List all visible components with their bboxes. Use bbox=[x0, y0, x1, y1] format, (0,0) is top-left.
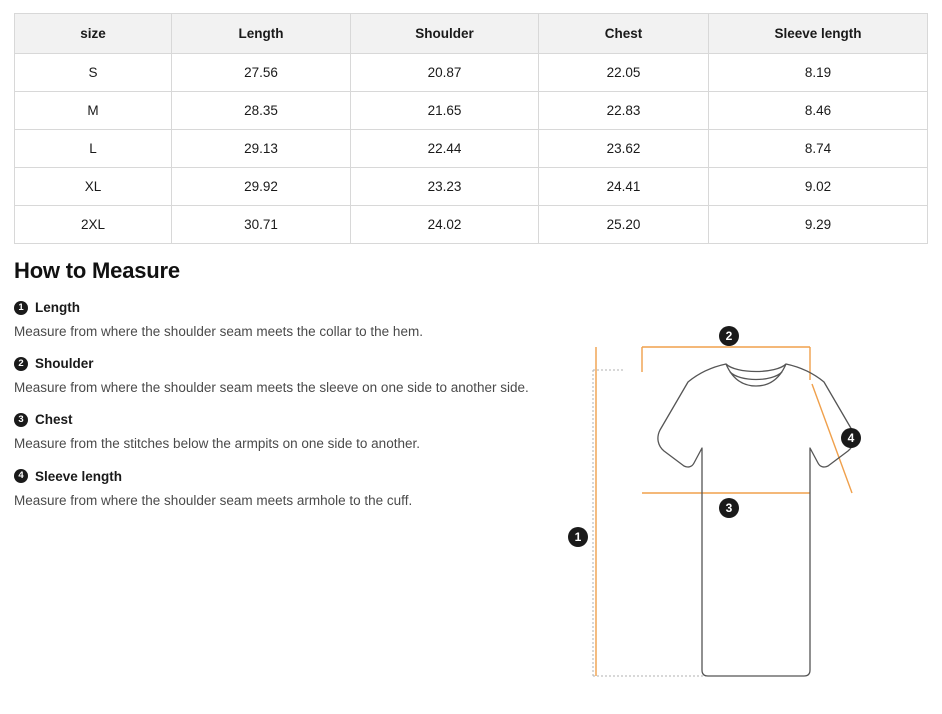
diagram-badge-chest: 3 bbox=[719, 498, 739, 518]
page-title: How to Measure bbox=[14, 258, 180, 283]
table-cell-chest: 23.62 bbox=[539, 130, 709, 168]
table-cell-sleeve: 8.46 bbox=[709, 92, 928, 130]
measure-item-sleeve-length bbox=[14, 469, 574, 510]
measure-header bbox=[14, 300, 574, 315]
measure-item-chest bbox=[14, 412, 574, 453]
tshirt-outline-icon bbox=[658, 364, 854, 676]
measure-title: Chest bbox=[35, 412, 73, 428]
measure-instructions bbox=[14, 300, 574, 525]
table-cell-size: S bbox=[15, 54, 172, 92]
diagram-badge-sleeve: 4 bbox=[841, 428, 861, 448]
table-cell-shoulder: 22.44 bbox=[351, 130, 539, 168]
table-cell-chest: 25.20 bbox=[539, 206, 709, 244]
column-header-sleeve-length: Sleeve length bbox=[709, 14, 928, 54]
table-cell-chest: 24.41 bbox=[539, 168, 709, 206]
size-chart bbox=[14, 13, 927, 244]
number-badge-icon: 1 bbox=[14, 301, 28, 315]
measure-header bbox=[14, 356, 574, 371]
number-badge-icon: 2 bbox=[14, 357, 28, 371]
measure-description: Measure from where the shoulder seam meets the sleeve on one side to another side. bbox=[14, 380, 529, 396]
size-table-body bbox=[15, 54, 928, 244]
measure-title: Length bbox=[35, 300, 80, 315]
column-header-chest: Chest bbox=[539, 14, 709, 54]
column-header-length: Length bbox=[172, 14, 351, 54]
measure-item-shoulder bbox=[14, 356, 574, 397]
table-cell-size: M bbox=[15, 92, 172, 130]
table-row bbox=[15, 54, 928, 92]
table-cell-sleeve: 8.19 bbox=[709, 54, 928, 92]
dashed-guides-icon bbox=[593, 370, 805, 676]
measure-item-length bbox=[14, 300, 574, 341]
column-header-shoulder: Shoulder bbox=[351, 14, 539, 54]
number-badge-icon: 3 bbox=[14, 413, 28, 427]
measure-description: Measure from where the shoulder seam meets armhole to the cuff. bbox=[14, 492, 413, 508]
tshirt-measurement-diagram bbox=[560, 310, 935, 700]
table-cell-chest: 22.05 bbox=[539, 54, 709, 92]
table-row bbox=[15, 168, 928, 206]
measure-title: Shoulder bbox=[35, 356, 94, 372]
table-cell-length: 29.92 bbox=[172, 168, 351, 206]
table-cell-length: 27.56 bbox=[172, 54, 351, 92]
measure-header bbox=[14, 412, 574, 427]
table-header-row bbox=[15, 14, 928, 54]
table-cell-length: 29.13 bbox=[172, 130, 351, 168]
table-cell-size: L bbox=[15, 130, 172, 168]
tshirt-diagram-svg bbox=[560, 310, 935, 700]
table-cell-sleeve: 9.29 bbox=[709, 206, 928, 244]
table-cell-shoulder: 21.65 bbox=[351, 92, 539, 130]
measure-title: Sleeve length bbox=[35, 468, 123, 484]
column-header-size: size bbox=[15, 14, 172, 54]
diagram-badge-shoulder: 2 bbox=[719, 326, 739, 346]
number-badge-icon: 4 bbox=[14, 469, 28, 483]
measure-header bbox=[14, 469, 574, 484]
size-table bbox=[14, 13, 928, 244]
table-row bbox=[15, 206, 928, 244]
table-row bbox=[15, 130, 928, 168]
table-cell-size: XL bbox=[15, 168, 172, 206]
table-row bbox=[15, 92, 928, 130]
table-cell-chest: 22.83 bbox=[539, 92, 709, 130]
measure-description: Measure from the stitches below the armpits on one side to another. bbox=[14, 436, 420, 452]
table-cell-shoulder: 23.23 bbox=[351, 168, 539, 206]
table-cell-length: 30.71 bbox=[172, 206, 351, 244]
diagram-badge-length: 1 bbox=[568, 527, 588, 547]
measure-description: Measure from where the shoulder seam meets the collar to the hem. bbox=[14, 324, 423, 339]
table-cell-shoulder: 24.02 bbox=[351, 206, 539, 244]
size-table-header bbox=[15, 14, 928, 54]
table-cell-shoulder: 20.87 bbox=[351, 54, 539, 92]
table-cell-sleeve: 8.74 bbox=[709, 130, 928, 168]
table-cell-size: 2XL bbox=[15, 206, 172, 244]
table-cell-length: 28.35 bbox=[172, 92, 351, 130]
table-cell-sleeve: 9.02 bbox=[709, 168, 928, 206]
